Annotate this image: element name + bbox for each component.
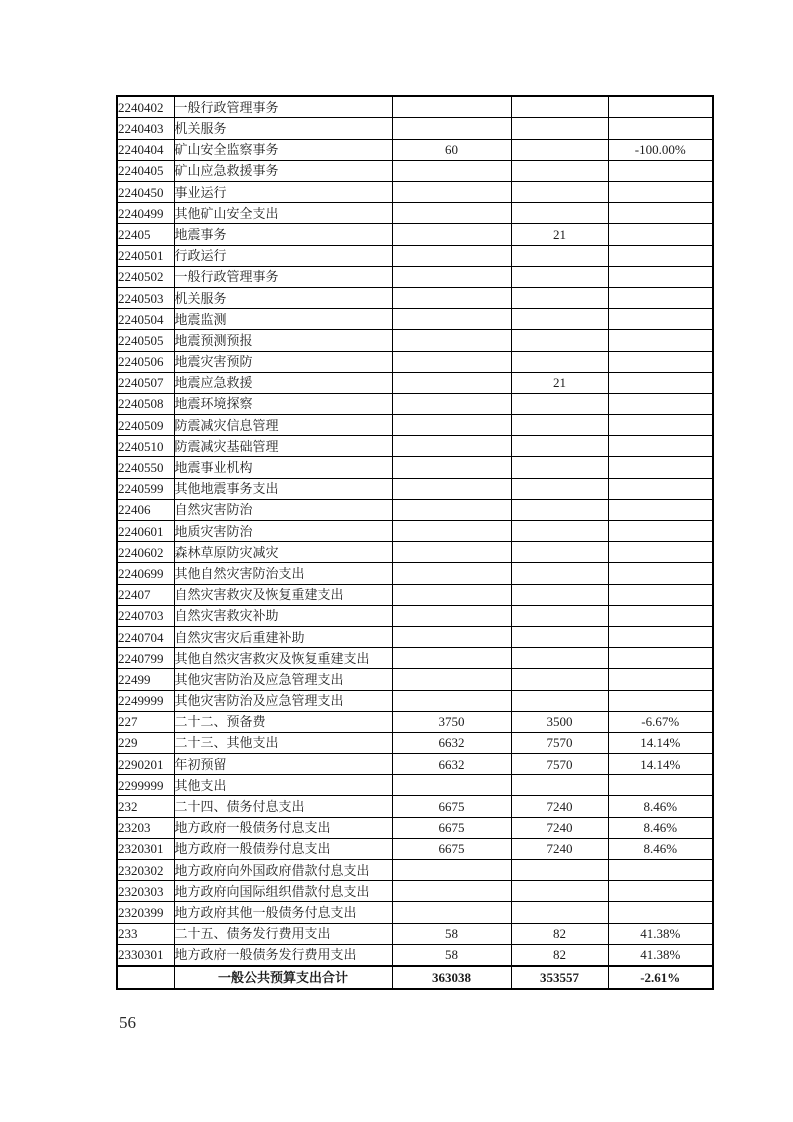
table-row	[117, 711, 713, 732]
code-cell: 2240402	[117, 96, 174, 118]
name-cell: 年初预留	[174, 754, 392, 775]
value1-cell	[392, 415, 511, 436]
value1-cell	[392, 860, 511, 881]
code-cell: 2320399	[117, 902, 174, 923]
value2-cell	[511, 669, 608, 690]
code-cell: 227	[117, 711, 174, 732]
name-cell: 事业运行	[174, 182, 392, 203]
name-cell: 自然灾害防治	[174, 499, 392, 520]
code-cell: 2240505	[117, 330, 174, 351]
table-row	[117, 521, 713, 542]
value1-cell	[392, 690, 511, 711]
table-row	[117, 351, 713, 372]
value1-cell	[392, 393, 511, 414]
code-cell: 2320303	[117, 881, 174, 902]
value1-cell	[392, 902, 511, 923]
value2-cell	[511, 542, 608, 563]
table-row	[117, 372, 713, 393]
value2-cell	[511, 605, 608, 626]
value1-cell: 58	[392, 944, 511, 966]
value2-cell	[511, 902, 608, 923]
code-cell: 2240799	[117, 648, 174, 669]
value2-cell	[511, 690, 608, 711]
value2-cell: 21	[511, 372, 608, 393]
name-cell: 自然灾害救灾及恢复重建支出	[174, 584, 392, 605]
pct-cell	[608, 881, 713, 902]
code-cell: 2320302	[117, 860, 174, 881]
value2-cell: 7570	[511, 754, 608, 775]
name-cell: 地方政府一般债务发行费用支出	[174, 944, 392, 966]
value1-cell	[392, 330, 511, 351]
code-cell: 2240599	[117, 478, 174, 499]
name-cell: 机关服务	[174, 287, 392, 308]
pct-cell	[608, 203, 713, 224]
table-row	[117, 796, 713, 817]
value2-cell	[511, 521, 608, 542]
budget-table-container	[116, 95, 714, 990]
code-cell: 2240508	[117, 393, 174, 414]
table-row	[117, 563, 713, 584]
code-cell: 2240510	[117, 436, 174, 457]
value1-cell	[392, 457, 511, 478]
pct-cell: -2.61%	[608, 966, 713, 989]
value1-cell: 6632	[392, 754, 511, 775]
code-cell: 2240499	[117, 203, 174, 224]
value1-cell	[392, 542, 511, 563]
pct-cell: 14.14%	[608, 732, 713, 753]
code-cell	[117, 966, 174, 989]
name-cell: 其他矿山安全支出	[174, 203, 392, 224]
name-cell: 地震事务	[174, 224, 392, 245]
name-cell: 地震预测预报	[174, 330, 392, 351]
value2-cell: 7240	[511, 796, 608, 817]
pct-cell	[608, 860, 713, 881]
value1-cell	[392, 203, 511, 224]
table-row	[117, 203, 713, 224]
table-row	[117, 690, 713, 711]
value2-cell	[511, 436, 608, 457]
value1-cell	[392, 563, 511, 584]
table-row	[117, 605, 713, 626]
table-row	[117, 436, 713, 457]
table-row	[117, 648, 713, 669]
name-cell: 地震应急救援	[174, 372, 392, 393]
page-number: 56	[119, 1013, 136, 1032]
code-cell: 2249999	[117, 690, 174, 711]
pct-cell	[608, 351, 713, 372]
value2-cell	[511, 563, 608, 584]
pct-cell	[608, 626, 713, 647]
value1-cell	[392, 266, 511, 287]
value2-cell	[511, 457, 608, 478]
pct-cell	[608, 478, 713, 499]
table-row	[117, 923, 713, 944]
value2-cell	[511, 648, 608, 669]
value1-cell	[392, 499, 511, 520]
table-row	[117, 860, 713, 881]
value1-cell	[392, 309, 511, 330]
code-cell: 2330301	[117, 944, 174, 966]
table-row	[117, 478, 713, 499]
pct-cell: 41.38%	[608, 923, 713, 944]
table-row	[117, 96, 713, 118]
pct-cell	[608, 266, 713, 287]
code-cell: 22407	[117, 584, 174, 605]
pct-cell	[608, 521, 713, 542]
name-cell: 矿山安全监察事务	[174, 139, 392, 160]
value1-cell	[392, 521, 511, 542]
name-cell: 地震事业机构	[174, 457, 392, 478]
pct-cell	[608, 499, 713, 520]
table-row	[117, 309, 713, 330]
table-row	[117, 669, 713, 690]
pct-cell	[608, 393, 713, 414]
value2-cell	[511, 881, 608, 902]
pct-cell: 41.38%	[608, 944, 713, 966]
value1-cell: 363038	[392, 966, 511, 989]
value2-cell	[511, 775, 608, 796]
value1-cell	[392, 669, 511, 690]
table-row	[117, 542, 713, 563]
value1-cell	[392, 118, 511, 139]
name-cell: 地震监测	[174, 309, 392, 330]
name-cell: 地质灾害防治	[174, 521, 392, 542]
pct-cell	[608, 372, 713, 393]
code-cell: 22499	[117, 669, 174, 690]
code-cell: 233	[117, 923, 174, 944]
value2-cell	[511, 160, 608, 181]
value1-cell: 3750	[392, 711, 511, 732]
value2-cell	[511, 393, 608, 414]
code-cell: 22405	[117, 224, 174, 245]
pct-cell	[608, 436, 713, 457]
name-cell: 行政运行	[174, 245, 392, 266]
code-cell: 2240404	[117, 139, 174, 160]
value2-cell	[511, 245, 608, 266]
value1-cell: 6675	[392, 838, 511, 859]
value1-cell	[392, 182, 511, 203]
value1-cell	[392, 351, 511, 372]
value1-cell: 6675	[392, 817, 511, 838]
value1-cell	[392, 881, 511, 902]
value1-cell	[392, 224, 511, 245]
value1-cell	[392, 245, 511, 266]
table-row	[117, 266, 713, 287]
budget-expenditure-table	[116, 95, 714, 990]
name-cell: 防震减灾信息管理	[174, 415, 392, 436]
table-row	[117, 881, 713, 902]
pct-cell	[608, 648, 713, 669]
name-cell: 地震环境探察	[174, 393, 392, 414]
value2-cell	[511, 626, 608, 647]
pct-cell	[608, 457, 713, 478]
table-row	[117, 754, 713, 775]
code-cell: 2240703	[117, 605, 174, 626]
value1-cell	[392, 478, 511, 499]
table-row	[117, 626, 713, 647]
name-cell: 地方政府其他一般债务付息支出	[174, 902, 392, 923]
pct-cell	[608, 245, 713, 266]
table-row	[117, 944, 713, 966]
value2-cell	[511, 351, 608, 372]
pct-cell: 14.14%	[608, 754, 713, 775]
value2-cell	[511, 478, 608, 499]
value2-cell: 82	[511, 944, 608, 966]
value1-cell	[392, 648, 511, 669]
total-row	[117, 966, 713, 989]
value2-cell: 7570	[511, 732, 608, 753]
value2-cell: 82	[511, 923, 608, 944]
code-cell: 229	[117, 732, 174, 753]
value2-cell	[511, 287, 608, 308]
code-cell: 232	[117, 796, 174, 817]
value1-cell	[392, 775, 511, 796]
table-row	[117, 139, 713, 160]
pct-cell	[608, 902, 713, 923]
value1-cell	[392, 584, 511, 605]
name-cell: 其他支出	[174, 775, 392, 796]
code-cell: 2240501	[117, 245, 174, 266]
name-cell: 其他灾害防治及应急管理支出	[174, 669, 392, 690]
code-cell: 2240503	[117, 287, 174, 308]
code-cell: 2240704	[117, 626, 174, 647]
code-cell: 2240602	[117, 542, 174, 563]
pct-cell	[608, 96, 713, 118]
pct-cell	[608, 330, 713, 351]
name-cell: 矿山应急救援事务	[174, 160, 392, 181]
value1-cell	[392, 626, 511, 647]
code-cell: 2240699	[117, 563, 174, 584]
pct-cell	[608, 775, 713, 796]
name-cell: 其他灾害防治及应急管理支出	[174, 690, 392, 711]
name-cell: 其他自然灾害防治支出	[174, 563, 392, 584]
table-row	[117, 732, 713, 753]
value2-cell	[511, 499, 608, 520]
pct-cell	[608, 542, 713, 563]
name-cell: 一般公共预算支出合计	[174, 966, 392, 989]
value2-cell	[511, 139, 608, 160]
pct-cell	[608, 563, 713, 584]
name-cell: 自然灾害救灾补助	[174, 605, 392, 626]
table-row	[117, 499, 713, 520]
value1-cell: 6632	[392, 732, 511, 753]
name-cell: 一般行政管理事务	[174, 266, 392, 287]
value2-cell	[511, 266, 608, 287]
table-row	[117, 393, 713, 414]
value2-cell	[511, 330, 608, 351]
value2-cell	[511, 203, 608, 224]
name-cell: 自然灾害灾后重建补助	[174, 626, 392, 647]
value2-cell	[511, 96, 608, 118]
table-row	[117, 118, 713, 139]
table-row	[117, 817, 713, 838]
name-cell: 二十四、债务付息支出	[174, 796, 392, 817]
value1-cell: 58	[392, 923, 511, 944]
table-row	[117, 775, 713, 796]
pct-cell	[608, 182, 713, 203]
table-row	[117, 182, 713, 203]
code-cell: 2240502	[117, 266, 174, 287]
value2-cell: 353557	[511, 966, 608, 989]
table-row	[117, 287, 713, 308]
pct-cell	[608, 160, 713, 181]
value1-cell: 60	[392, 139, 511, 160]
table-row	[117, 415, 713, 436]
name-cell: 防震减灾基础管理	[174, 436, 392, 457]
name-cell: 地方政府一般债券付息支出	[174, 838, 392, 859]
value1-cell	[392, 372, 511, 393]
name-cell: 森林草原防灾减灾	[174, 542, 392, 563]
table-row	[117, 224, 713, 245]
table-row	[117, 838, 713, 859]
pct-cell: -6.67%	[608, 711, 713, 732]
table-row	[117, 584, 713, 605]
code-cell: 2240550	[117, 457, 174, 478]
pct-cell	[608, 415, 713, 436]
code-cell: 2240509	[117, 415, 174, 436]
value2-cell	[511, 309, 608, 330]
code-cell: 2290201	[117, 754, 174, 775]
name-cell: 地方政府一般债务付息支出	[174, 817, 392, 838]
name-cell: 其他自然灾害救灾及恢复重建支出	[174, 648, 392, 669]
code-cell: 2320301	[117, 838, 174, 859]
value2-cell	[511, 182, 608, 203]
code-cell: 2240504	[117, 309, 174, 330]
value1-cell	[392, 287, 511, 308]
code-cell: 2240403	[117, 118, 174, 139]
name-cell: 二十五、债务发行费用支出	[174, 923, 392, 944]
code-cell: 22406	[117, 499, 174, 520]
pct-cell: 8.46%	[608, 817, 713, 838]
code-cell: 2240450	[117, 182, 174, 203]
pct-cell	[608, 669, 713, 690]
value2-cell: 7240	[511, 817, 608, 838]
value2-cell: 7240	[511, 838, 608, 859]
pct-cell	[608, 690, 713, 711]
name-cell: 地方政府向国际组织借款付息支出	[174, 881, 392, 902]
pct-cell	[608, 287, 713, 308]
table-row	[117, 330, 713, 351]
code-cell: 23203	[117, 817, 174, 838]
name-cell: 其他地震事务支出	[174, 478, 392, 499]
value1-cell	[392, 436, 511, 457]
pct-cell	[608, 224, 713, 245]
table-row	[117, 902, 713, 923]
code-cell: 2240507	[117, 372, 174, 393]
code-cell: 2299999	[117, 775, 174, 796]
pct-cell	[608, 584, 713, 605]
value1-cell: 6675	[392, 796, 511, 817]
name-cell: 一般行政管理事务	[174, 96, 392, 118]
table-row	[117, 160, 713, 181]
pct-cell	[608, 118, 713, 139]
name-cell: 机关服务	[174, 118, 392, 139]
pct-cell	[608, 309, 713, 330]
name-cell: 地震灾害预防	[174, 351, 392, 372]
code-cell: 2240601	[117, 521, 174, 542]
value2-cell	[511, 118, 608, 139]
value2-cell: 21	[511, 224, 608, 245]
value2-cell	[511, 584, 608, 605]
name-cell: 地方政府向外国政府借款付息支出	[174, 860, 392, 881]
code-cell: 2240506	[117, 351, 174, 372]
name-cell: 二十三、其他支出	[174, 732, 392, 753]
value1-cell	[392, 96, 511, 118]
table-row	[117, 245, 713, 266]
pct-cell: -100.00%	[608, 139, 713, 160]
pct-cell: 8.46%	[608, 838, 713, 859]
name-cell: 二十二、预备费	[174, 711, 392, 732]
value1-cell	[392, 160, 511, 181]
table-row	[117, 457, 713, 478]
pct-cell	[608, 605, 713, 626]
value1-cell	[392, 605, 511, 626]
code-cell: 2240405	[117, 160, 174, 181]
pct-cell: 8.46%	[608, 796, 713, 817]
value2-cell: 3500	[511, 711, 608, 732]
value2-cell	[511, 415, 608, 436]
value2-cell	[511, 860, 608, 881]
table-body	[117, 96, 713, 989]
